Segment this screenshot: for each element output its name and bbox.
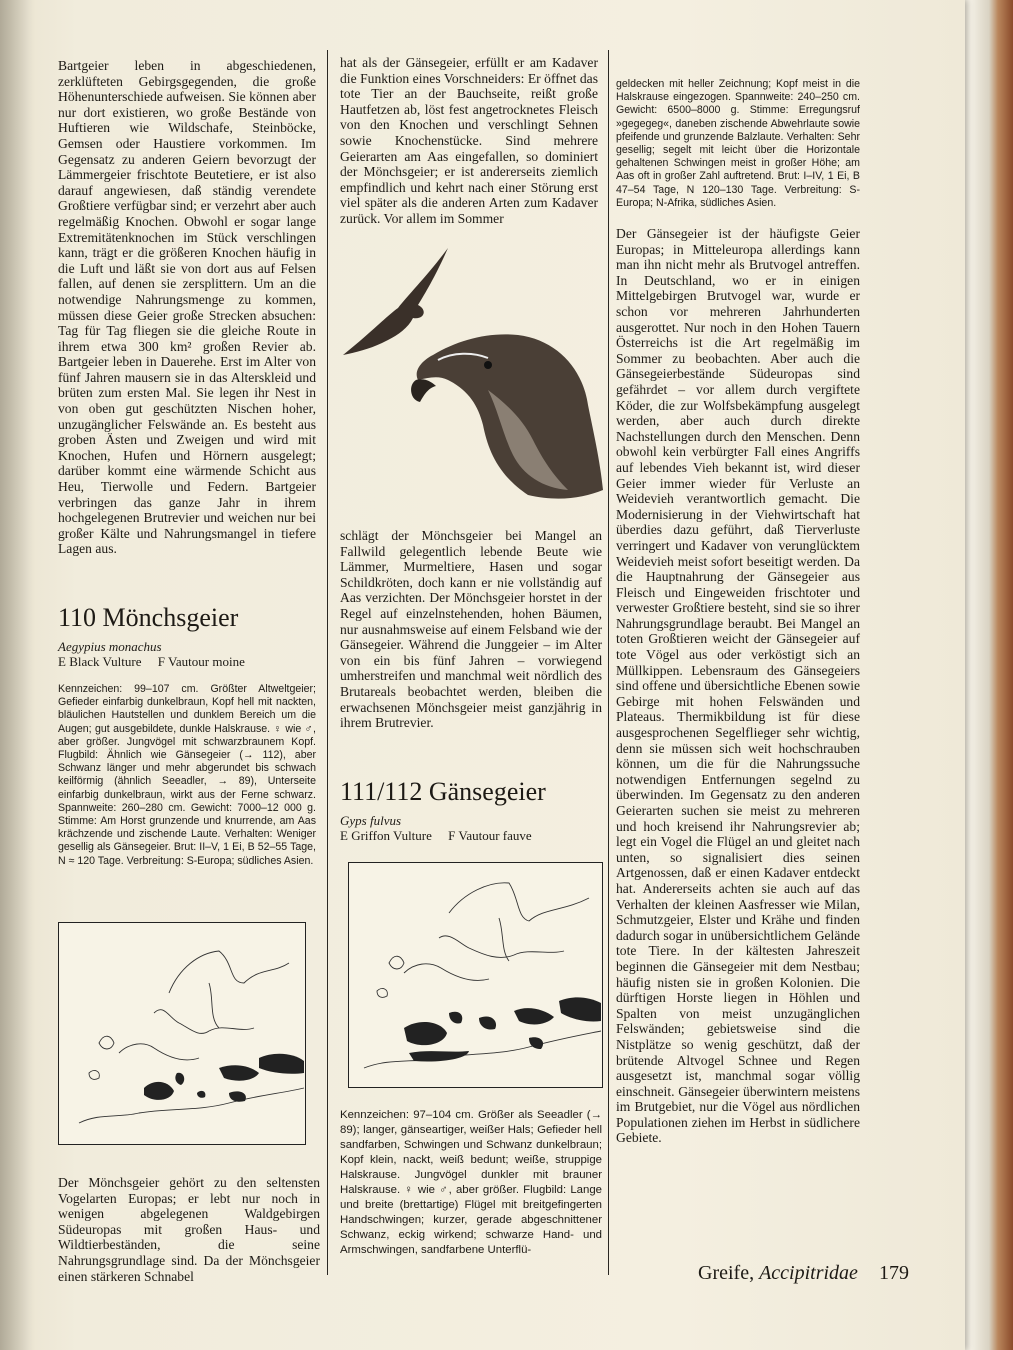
english-name: E Black Vulture (58, 654, 142, 669)
page-footer (698, 1262, 909, 1285)
vulture-head-icon (411, 334, 603, 498)
english-name: E Griffon Vulture (340, 827, 432, 843)
column-divider-2 (608, 50, 609, 1275)
family-german: Greife, (698, 1262, 755, 1284)
species-heading-110 (58, 603, 316, 669)
col1-bottom-text: Der Mönchsgeier gehört zu den seltensten Vogelarten Europas; er lebt nur noch in wenigen abgelegenen Waldgebirgen Südeuropas mit großen Haus- und Wildtierbeständen, die seine Nahrungsgrundlage sind. Da der Mönchsgeier einen stärkeren Schnabel (58, 1175, 320, 1284)
latin-name: Aegypius monachus (58, 639, 162, 654)
vulture-illustration (338, 240, 608, 505)
family-latin: Accipitridae (759, 1262, 858, 1284)
species-name: Gänsegeier (428, 776, 546, 806)
column-3 (616, 78, 860, 1146)
column-1 (58, 58, 316, 868)
col2-mid-text: schlägt der Mönchsgeier bei Mangel an Fallwild gelegentlich lebende Beute wie Lämmer, Murmeltiere, Hasen und sogar Schildkröten, doch kann er nie vollständig auf Aas verzichten. Der Mönchsgeier horstet in der Regel auf einzelnstehenden, hohen Bäumen, nur ausnahmsweise auf einem Felsband wie der Gänsegeier. Während die Junggeier – im Alter von ein bis fünf Jahren – vorwiegend umherstreifen und manchmal weit nördlich des Brutareals beobachtet werden, bleiben die erwachsenen Mönchsgeier meist ganzjährig in ihrem Brutrevier. (340, 528, 602, 731)
latin-name: Gyps fulvus (340, 812, 402, 828)
distribution-map-110 (58, 922, 306, 1145)
europe-map-icon (349, 863, 602, 1087)
flying-vulture-icon (343, 248, 448, 355)
vulture-icon (338, 240, 608, 505)
kennzeichen-110: Kennzeichen: 99–107 cm. Größter Altweltgeier; Gefieder einfarbig dunkelbraun, Kopf hell mit nackten, bläulichen Hautstellen und dunklem Bereich um die Augen; gut ausgebildete, dunkle Halskrause. ♀ wie ♂, aber größer. Jungvögel mit schwarzbraunem Kopf. Flugbild: Ähnlich wie Gänsegeier (→ 112), aber Schwanz länger und mehr abgerundet bis schwach keilförmig (ähnlich Seeadler, → 89), Unterseite einfarbig dunkelbraun, wirkt aus der Ferne schwarz. Spannweite: 260–280 cm. Gewicht: 7000–12 000 g. Stimme: Am Horst grunzende und knurrende, am Aas krächzende und zischende Laute. Verhalten: Weniger gesellig als Gänsegeier. Brut: II–V, 1 Ei, B 52–55 Tage, N ≈ 120 Tage. Verbreitung: S-Europa; südliches Asien. (58, 683, 316, 867)
species-heading-111 (340, 777, 602, 843)
col2-intro-text: hat als der Gänsegeier, erfüllt er am Kadaver die Funktion eines Vorschneiders: Er öffnet das tote Tier an der Bauchseite, reißt große Hautfetzen ab, löst fest angetrocknetes Fleisch von den Knochen und verschlingt Sehnen sowie Knochenstücke. Sind mehrere Geierarten am Aas eingefallen, so dominiert der Mönchsgeier; er ist andererseits ziemlich empfindlich und kehrt nach einer Störung erst viel später als die anderen Arten zum Kadaver zurück. Vor allem im Sommer (340, 55, 598, 226)
col3-text: Der Gänsegeier ist der häufigste Geier Europas; in Mitteleuropa allerdings kann man ihn nicht mehr als Brutvogel antreffen. In Deutschland, wo er in einigen Mittelgebirgen Brutvogel war, wurde er schon vor mehreren Jahrhunderten ausgerottet. Nur noch in den Hohen Tauern Österreichs ist die Art regelmäßig im Sommer zu beobachten. Aber auch die Gänsegeierbestände Südeuropas sind gefährdet – vor allem durch vergiftete Köder, die zur Wolfsbekämpfung ausgelegt werden, aber auch durch direkte Nachstellungen durch den Menschen. Denn obwohl kein verbürgter Fall eines Angriffs auf lebendes Vieh bekannt ist, wird dieser Geier immer wieder für Verluste an Weidevieh verantwortlich gemacht. Die Modernisierung in der Viehwirtschaft hat überdies dazu geführt, daß Tierverluste verringert und Kadaver von verunglücktem Weidevieh meist sofort beseitigt werden. Da die Hauptnahrung der Gänsegeier aus Fleisch und Eingeweiden frischtoter und verwester Großtiere besteht, sind sie so ihrer Nahrungsgrundlage beraubt. Bei Mangel an toten Großtieren weicht der Gänsegeier auf tote Vögel aus oder verköstigt sich an Müllkippen. Lebensraum des Gänsegeiers sind offene und übersichtliche Ebenen sowie Gebirge mit hohen Felswänden und Plateaus. Thermikbildung ist für diese ausgesprochenen Segelflieger sehr wichtig, denn sie müssen sich weit hochschrauben können, um die für die Nahrungssuche notwendigen Entfernungen segelnd zu überwinden. Im Gegensatz zu den anderen Geierarten suchen sie meist zu mehreren und hoch kreisend ihr Nahrungsrevier ab; legt ein Vogel die Flügel an und gleitet nach unten, so signalisiert dies seinen Artgenossen, daß er einen Kadaver entdeckt hat. Andererseits achten sie auch auf das Verhalten der kleinen Aasfresser wie Milan, Schmutzgeier, Elster und Krähe und finden dadurch sogar in unübersichtlichem Gelände tote Tiere. In der kältesten Jahreszeit beginnen die Gänsegeier mit dem Nestbau; häufig nisten sie in großen Kolonien. Die dürftigen Horste liegen in Höhlen und Spalten von meist unzugänglichen Felswänden; gebietsweise sind die Nistplätze so wenig geschützt, daß der brütende Altvogel Schnee und Regen ausgesetzt ist, manchmal sogar völlig einschneit. Gänsegeier überwintern meistens im Brutgebiet, nur die Vögel aus nördlichen Populationen ziehen im Herbst in südlichere Gebiete. (616, 226, 860, 1146)
column-2 (340, 55, 598, 227)
kennzeichen-111-continued: geldecken mit heller Zeichnung; Kopf meist in die Halskrause eingezogen. Spannweite: 240–250 cm. Gewicht: 6500–8000 g. Stimme: Erregungsruf »gegegeg«, daneben zischende Abwehrlaute sowie pfeifende und grunzende Balzlaute. Verhalten: Sehr gesellig; segelt mit leicht über die Horizontale gehaltenen Schwingen meist in großer Höhe; am Aas oft in großer Zahl auftretend. Brut: I–IV, 1 Ei, B 47–54 Tage, N 120–130 Tage. Verbreitung: S-Europa; N-Afrika, südliches Asien. (616, 78, 860, 209)
column-2-bottom (340, 1108, 602, 1258)
column-2-middle (340, 528, 602, 843)
distribution-map-111 (348, 862, 603, 1088)
europe-map-icon (59, 923, 305, 1144)
french-name: F Vautour fauve (448, 827, 532, 843)
column-1-bottom (58, 1175, 320, 1284)
species-number: 111/112 (340, 776, 423, 806)
column-divider-1 (327, 50, 328, 1275)
species-name: Mönchsgeier (102, 603, 239, 632)
common-names (340, 828, 602, 843)
page-number: 179 (878, 1262, 909, 1284)
french-name: F Vautour moine (157, 654, 245, 669)
species-number: 110 (58, 603, 97, 632)
col1-intro-text: Bartgeier leben in abgeschiedenen, zerklüfteten Gebirgsgegenden, die große Höhenunterschiede aufweisen. Sie können aber nur dort existieren, wo große Bestände von Huftieren wie Wildschafe, Steinböcke, Gemsen oder Haustiere vorkommen. Im Gegensatz zu anderen Geiern bevorzugt der Lämmergeier frischtote Beutetiere, er ist also darauf angewiesen, daß ständig verendete Großtiere verfügbar sind; er verzehrt aber auch regelmäßig Knochen. Obwohl er sogar lange Extremitätenknochen im Stück verschlingen kann, trägt er die größeren Knochen häufig in die Luft und läßt sie von dort aus auf Felsen fallen, auf denen sie zersplittern. Um an die notwendige Nahrungsmenge zu kommen, müssen diese Geier große Strecken absuchen: Tag für Tag fliegen sie die gleiche Route in ihrem etwa 300 km² großen Revier ab. Bartgeier leben in Dauerehe. Erst im Alter von fünf Jahren mausern sie in das Alterskleid und brüten zum ersten Mal. Sie legen ihr Nest in von oben gut geschützten Nischen hoher, unzugänglicher Felswände an. Es besteht aus groben Ästen und Zweigen und wird mit Knochen, Hufen und Hörnern ausgelegt; darüber kommt eine wärmende Schicht aus Heu, Tierwolle und Federn. Bartgeier verbringen das ganze Jahr in ihrem hochgelegenen Brutrevier und weichen nur bei großer Kälte und Nahrungsmangel in tiefere Lagen aus. (58, 58, 316, 557)
common-names (58, 654, 316, 669)
kennzeichen-111: Kennzeichen: 97–104 cm. Größer als Seeadler (→ 89); langer, gänseartiger, weißer Hals; Gefieder hell sandfarben, Schwingen und Schwanz dunkelbraun; Kopf klein, nackt, weiß bedunt; weiße, struppige Halskrause. Jungvögel dunkler mit brauner Halskrause. ♀ wie ♂, aber größer. Flugbild: Lange und breite (brettartige) Flügel mit breitgefingerten Handschwingen; kurzer, gerade abgeschnittener Schwanz, eckig wirkend; schwarze Hand- und Armschwingen, sandfarbene Unterflü- (340, 1109, 602, 1256)
